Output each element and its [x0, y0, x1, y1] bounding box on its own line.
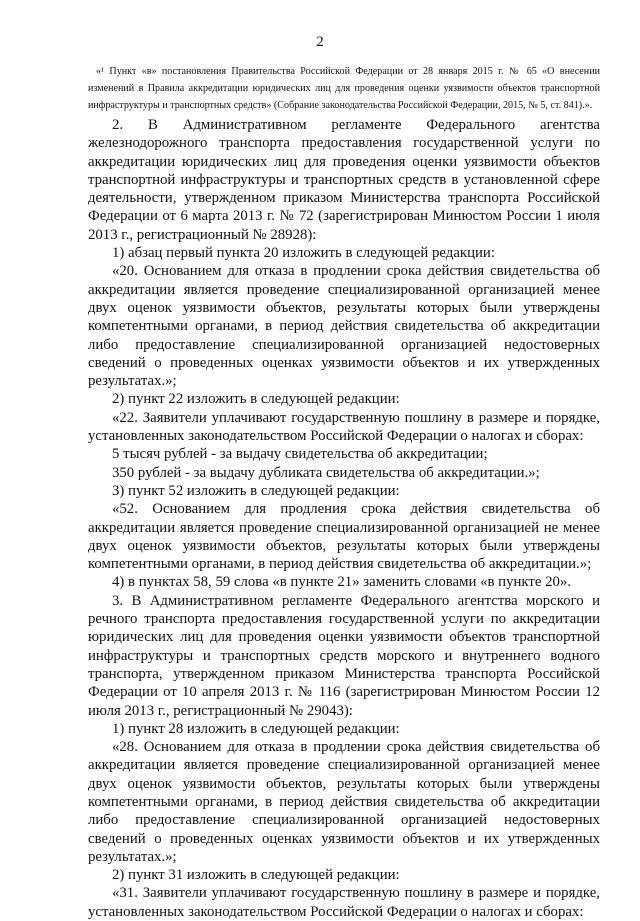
paragraph: 4) в пунктах 58, 59 слова «в пункте 21» заменить словами «в пункте 20».	[112, 574, 572, 591]
paragraph: «52. Основанием для продления срока действия свидетельства об аккредитации является проведение специализированной организацией не менее двух оценок уязвимости объектов, результаты которых были утверждены компетентными органами, в период действия свидетельства об аккредитации.»;	[88, 501, 600, 573]
paragraph: 1) абзац первый пункта 20 изложить в следующей редакции:	[112, 245, 495, 262]
paragraph: «31. Заявители уплачивают государственную пошлину в размере и порядке, установленных законодательством Российской Федерации о налогах и сборах:	[88, 885, 600, 920]
paragraph: 3. В Административном регламенте Федерального агентства морского и речного транспорта предоставления государственной услуги по аккредитации юридических лиц для проведения оценки уязвимости объектов транспортной инфраструктуры и транспортных средств морского и внутреннего водного транспорта, утвержденном приказом Министерства транспорта Российской Федерации от 10 апреля 2013 г. № 116 (зарегистрирован Минюстом России 12 июля 2013 г., регистрационный № 29043):	[88, 592, 600, 719]
footnote: «¹ Пункт «в» постановления Правительства Российской Федерации от 28 января 2015 г. № 65 «О внесении изменений в Правила аккредитации юридических лиц для проведения оценки уязвимости объектов транспортной инфраструктуры и транспортных средств» (Собрание законодательства Российской Федерации, 2015, № 5, ст. 841).».	[88, 66, 600, 111]
paragraph: 5 тысяч рублей - за выдачу свидетельства об аккредитации;	[112, 446, 488, 463]
paragraph: «22. Заявители уплачивают государственную пошлину в размере и порядке, установленных законодательством Российской Федерации о налогах и сборах:	[88, 409, 600, 445]
document-body	[88, 116, 600, 921]
paragraph: «28. Основанием для отказа в продлении срока действия свидетельства об аккредитации является проведение специализированной организацией менее двух оценок уязвимости объектов, результаты которых были утверждены компетентными органами, в период действия свидетельства об аккредитации либо предоставление специализированной организацией недостоверных сведений о проведенных оценках уязвимости объектов и их утвержденных результатах.»;	[88, 739, 600, 865]
paragraph: «20. Основанием для отказа в продлении срока действия свидетельства об аккредитации является проведение специализированной организацией менее двух оценок уязвимости объектов, результаты которых были утверждены компетентными органами, в период действия свидетельства об аккредитации либо предоставление специализированной организацией недостоверных сведений о проведенных оценках уязвимости объектов и их утвержденных результатах.»;	[88, 263, 600, 390]
page-number: 2	[316, 34, 324, 50]
paragraph: 2) пункт 31 изложить в следующей редакции:	[112, 867, 400, 884]
paragraph: 1) пункт 28 изложить в следующей редакции:	[112, 720, 400, 737]
paragraph: 350 рублей - за выдачу дубликата свидетельства об аккредитации.»;	[112, 464, 540, 481]
paragraph: 3) пункт 52 изложить в следующей редакции:	[112, 482, 400, 499]
paragraph: 2. В Административном регламенте Федерального агентства железнодорожного транспорта предоставления государственной услуги по аккредитации юридических лиц для проведения оценки уязвимости объектов транспортной инфраструктуры и транспортных средств в установленной сфере деятельности, утвержденном приказом Министерства транспорта Российской Федерации от 6 марта 2013 г. № 72 (зарегистрирован Минюстом России 1 июля 2013 г., регистрационный № 28928):	[88, 117, 600, 243]
paragraph: 2) пункт 22 изложить в следующей редакции:	[112, 391, 400, 408]
